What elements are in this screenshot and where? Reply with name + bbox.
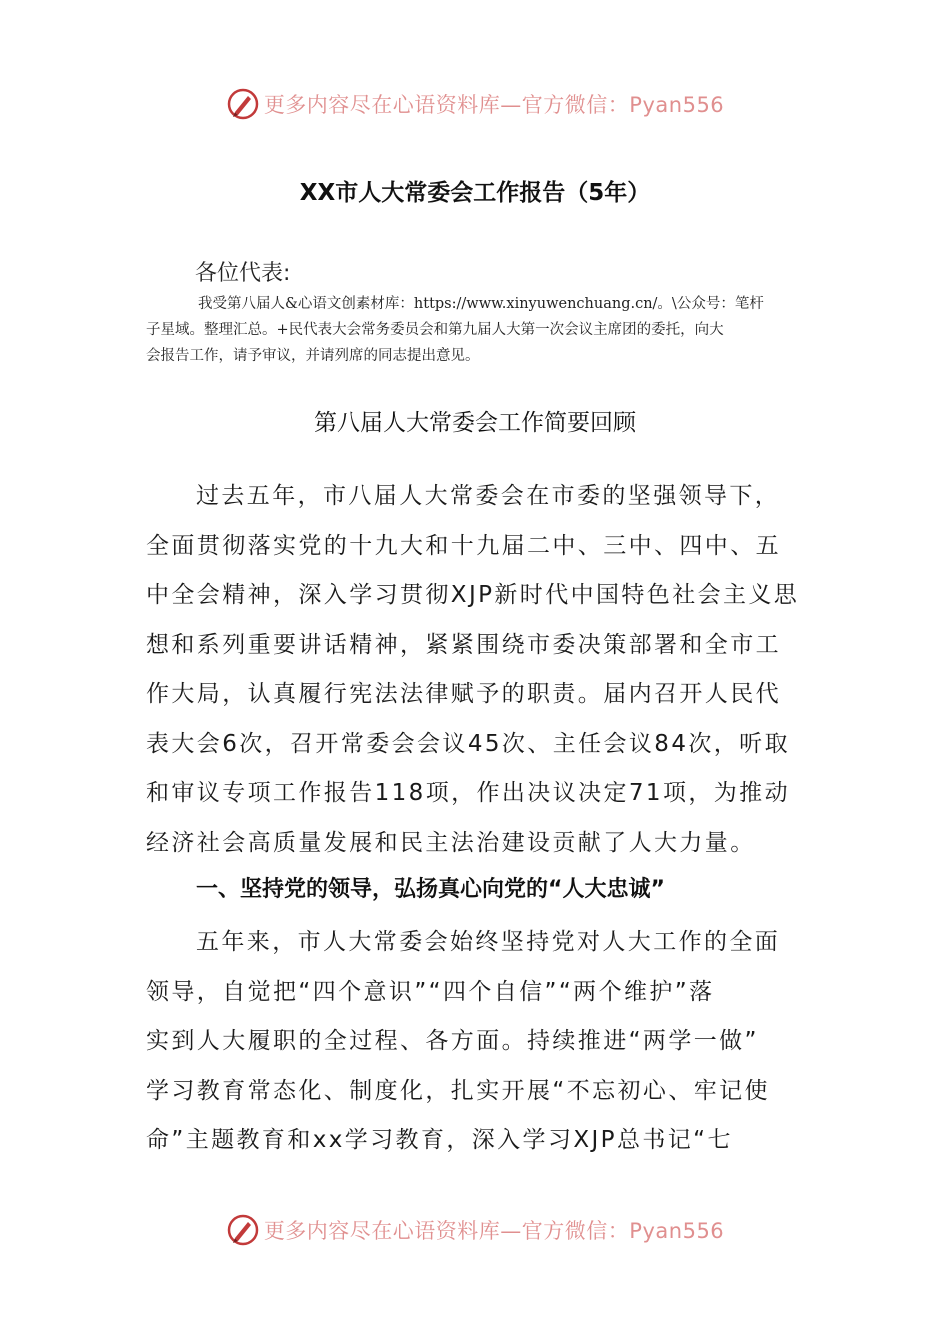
heading-party-leadership: 一、坚持党的领导，弘扬真心向党的“人大忠诚” (196, 877, 665, 902)
paragraph-line: 实到人大履职的全过程、各方面。持续推进“两学一做” (146, 1028, 759, 1054)
paragraph-line: 全面贯彻落实党的十九大和十九届二中、三中、四中、五 (146, 532, 781, 559)
note-line: 我受第八届人&心语文创素材库：https://www.xinyuwenchuang.cn/。\公众号：笔杆 (198, 296, 764, 312)
paragraph-line: 学习教育常态化、制度化，扎实开展“不忘初心、牢记使 (146, 1077, 770, 1104)
paragraph-line: 命”主题教育和xx学习教育，深入学习XJP总书记“七 (146, 1127, 733, 1153)
document-title: XX市人大常委会工作报告（5年） (299, 180, 651, 206)
paragraph-line: 表大会6次，召开常委会会议45次、主任会议84次，听取 (146, 730, 790, 757)
paragraph-line: 过去五年，市八届人大常委会在市委的坚强领导下， (196, 483, 781, 509)
note-line: 会报告工作，请予审议，并请列席的同志提出意见。 (146, 348, 480, 364)
note-line: 子星域。整理汇总。+民代表大会常务委员会和第九届人大第一次会议主席团的委托，向大 (146, 322, 724, 338)
paragraph-review (146, 472, 806, 868)
paragraph-party-leadership (146, 918, 806, 1166)
paragraph-line: 作大局，认真履行宪法法律赋予的职责。届内召开人民代 (146, 681, 781, 707)
paragraph-line: 想和系列重要讲话精神，紧紧围绕市委决策部署和全市工 (146, 631, 781, 658)
header-banner (0, 84, 950, 124)
pen-logo-icon (226, 87, 260, 121)
paragraph-line: 和审议专项工作报告118项，作出决议决定71项，为推动 (146, 780, 790, 806)
footer-banner-text: 更多内容尽在心语资料库—官方微信：Pyan556 (263, 1219, 725, 1243)
header-banner-text: 更多内容尽在心语资料库—官方微信：Pyan556 (263, 93, 725, 117)
footer-banner (0, 1210, 950, 1250)
section-title: 第八届人大常委会工作简要回顾 (314, 410, 636, 436)
paragraph-line: 中全会精神，深入学习贯彻XJP新时代中国特色社会主义思 (146, 582, 800, 608)
intro-note (146, 291, 806, 369)
paragraph-line: 五年来，市人大常委会始终坚持党对人大工作的全面 (196, 929, 781, 955)
paragraph-line: 经济社会高质量发展和民主法治建设贡献了人大力量。 (146, 829, 756, 856)
paragraph-line: 领导，自觉把“四个意识”“四个自信”“两个维护”落 (146, 978, 715, 1005)
salutation: 各位代表: (195, 261, 291, 286)
pen-logo-icon (226, 1213, 260, 1247)
